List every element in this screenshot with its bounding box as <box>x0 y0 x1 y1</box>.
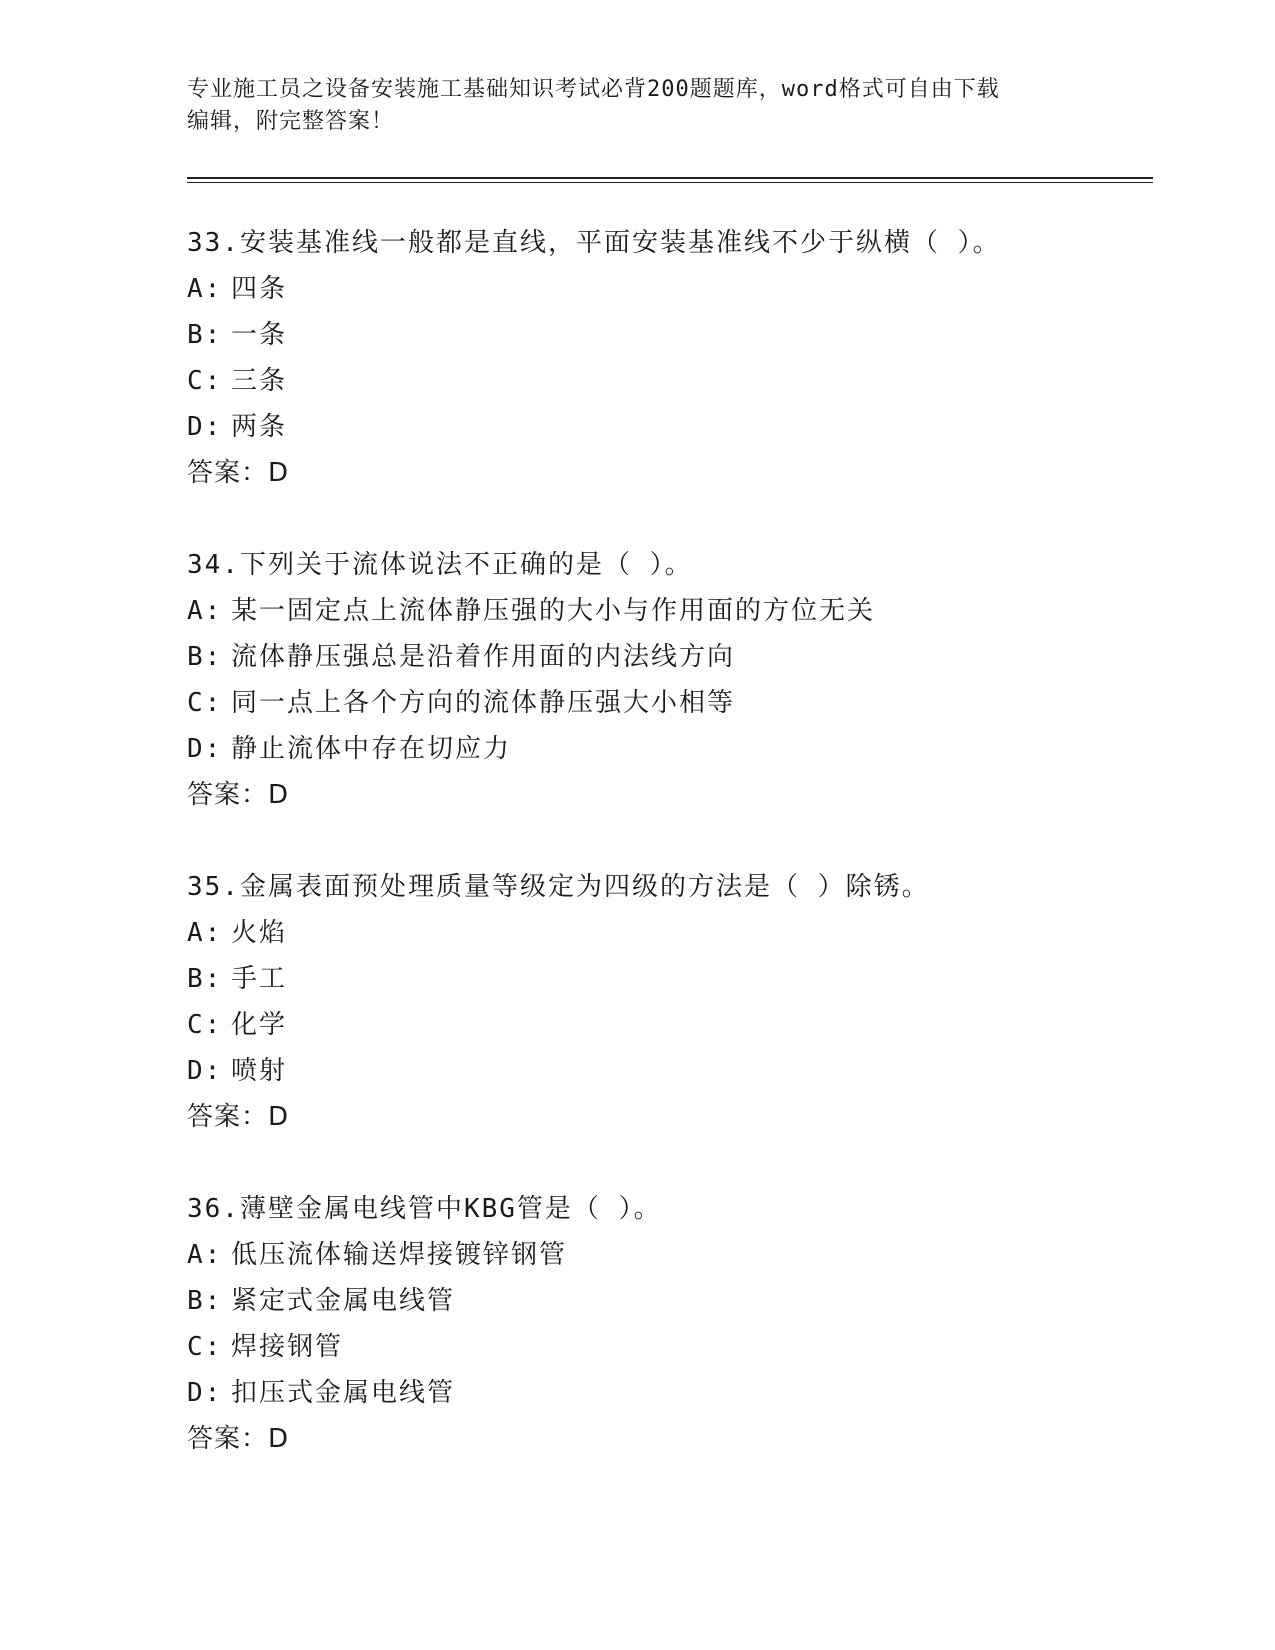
option-label: A: <box>187 918 223 948</box>
option-a <box>187 910 1153 956</box>
document-header <box>187 74 1087 138</box>
option-text: 紧定式金属电线管 <box>231 1286 456 1316</box>
option-c <box>187 680 1153 726</box>
answer-line: 答案：D <box>187 1424 290 1454</box>
option-label: A: <box>187 596 223 626</box>
header-line-1: 专业施工员之设备安装施工基础知识考试必背200题题库，word格式可自由下载 <box>187 77 1000 102</box>
option-label: B: <box>187 642 223 672</box>
option-text: 低压流体输送焊接镀锌钢管 <box>231 1240 568 1270</box>
option-d <box>187 404 1153 450</box>
option-c <box>187 1324 1153 1370</box>
option-a <box>187 266 1153 312</box>
option-text: 两条 <box>231 412 288 442</box>
answer-line: 答案：D <box>187 1102 290 1132</box>
option-text: 某一固定点上流体静压强的大小与作用面的方位无关 <box>231 596 876 626</box>
option-label: C: <box>187 1010 223 1040</box>
option-label: B: <box>187 1286 223 1316</box>
option-label: B: <box>187 964 223 994</box>
option-c <box>187 1002 1153 1048</box>
option-a <box>187 1232 1153 1278</box>
header-line-2: 编辑，附完整答案！ <box>187 109 395 134</box>
question-stem: 33.安装基准线一般都是直线，平面安装基准线不少于纵横（ ）。 <box>187 228 1001 258</box>
option-label: B: <box>187 320 223 350</box>
option-text: 一条 <box>231 320 288 350</box>
option-a <box>187 588 1153 634</box>
option-text: 焊接钢管 <box>231 1332 344 1362</box>
question-35 <box>187 864 1153 1140</box>
option-b <box>187 1278 1153 1324</box>
option-text: 三条 <box>231 366 288 396</box>
question-34 <box>187 542 1153 818</box>
option-label: D: <box>187 412 223 442</box>
option-label: C: <box>187 366 223 396</box>
option-text: 扣压式金属电线管 <box>231 1378 456 1408</box>
option-d <box>187 1048 1153 1094</box>
option-text: 流体静压强总是沿着作用面的内法线方向 <box>231 642 736 672</box>
option-label: D: <box>187 1378 223 1408</box>
option-c <box>187 358 1153 404</box>
option-b <box>187 956 1153 1002</box>
option-label: C: <box>187 688 223 718</box>
option-label: D: <box>187 1056 223 1086</box>
option-text: 化学 <box>231 1010 288 1040</box>
answer-line: 答案：D <box>187 458 290 488</box>
option-text: 四条 <box>231 274 288 304</box>
question-stem: 36.薄壁金属电线管中KBG管是（ ）。 <box>187 1194 662 1224</box>
question-stem: 35.金属表面预处理质量等级定为四级的方法是（ ）除锈。 <box>187 872 930 902</box>
option-label: A: <box>187 1240 223 1270</box>
question-36 <box>187 1186 1153 1462</box>
option-d <box>187 726 1153 772</box>
option-text: 火焰 <box>231 918 288 948</box>
option-label: D: <box>187 734 223 764</box>
option-label: C: <box>187 1332 223 1362</box>
option-b <box>187 634 1153 680</box>
question-33 <box>187 220 1153 496</box>
option-text: 喷射 <box>231 1056 288 1086</box>
answer-line: 答案：D <box>187 780 290 810</box>
option-b <box>187 312 1153 358</box>
option-text: 静止流体中存在切应力 <box>231 734 512 764</box>
option-d <box>187 1370 1153 1416</box>
option-text: 同一点上各个方向的流体静压强大小相等 <box>231 688 736 718</box>
option-text: 手工 <box>231 964 288 994</box>
header-divider-thin <box>187 182 1153 183</box>
question-stem: 34.下列关于流体说法不正确的是（ ）。 <box>187 550 693 580</box>
header-divider-thick <box>187 177 1153 179</box>
option-label: A: <box>187 274 223 304</box>
